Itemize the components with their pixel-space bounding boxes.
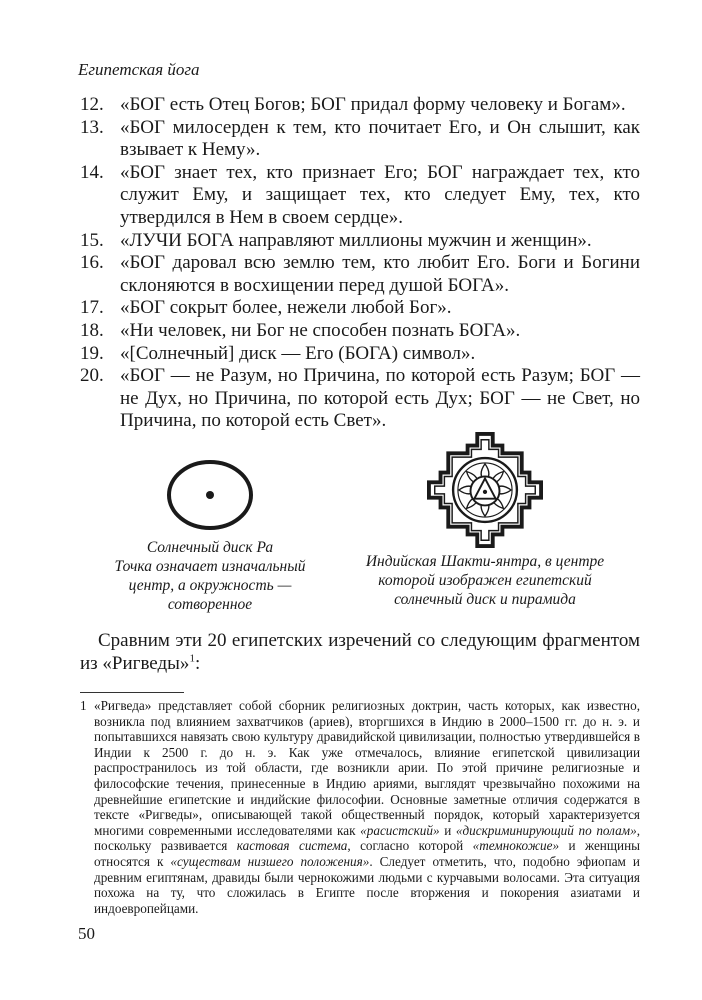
footnote-term: кастовая система xyxy=(236,838,348,854)
sun-disk-caption-title: Солнечный диск Ра xyxy=(146,539,274,556)
list-item xyxy=(80,94,640,117)
footnote-text: , поскольку развивается xyxy=(94,822,640,854)
sayings-list xyxy=(80,94,640,433)
list-item xyxy=(80,343,640,366)
sun-disk-caption-line: Точка означает изначальный xyxy=(114,558,306,575)
footnote-text: и xyxy=(439,822,456,838)
list-item xyxy=(80,117,640,162)
paragraph-tail: : xyxy=(194,652,201,674)
list-text: «Ни человек, ни Бог не способен познать БОГА». xyxy=(120,319,521,341)
sun-disk-figure xyxy=(100,458,320,614)
footnote-term: «темнокожие» xyxy=(472,838,560,854)
list-item xyxy=(80,162,640,230)
list-item xyxy=(80,230,640,253)
list-text: «БОГ милосерден к тем, кто почитает Его, и Он слышит, как взывает к Нему». xyxy=(120,116,640,161)
footnote-term: «расистский» xyxy=(360,822,440,838)
shakti-yantra-figure xyxy=(340,432,630,609)
list-number: 16. xyxy=(80,252,104,274)
list-number: 20. xyxy=(80,365,104,387)
footnote xyxy=(80,698,640,916)
list-text: «ЛУЧИ БОГА направляют миллионы мужчин и женщин». xyxy=(120,229,592,251)
list-number: 17. xyxy=(80,297,104,319)
yantra-caption-line: Индийская Шакти-янтра, в центре xyxy=(365,553,605,570)
list-number: 13. xyxy=(80,116,104,138)
list-number: 14. xyxy=(80,161,104,183)
footnote-term: «дискриминирующий по полам» xyxy=(455,822,637,838)
yantra-caption-line: которой изображен египетский xyxy=(378,572,592,589)
footnote-text: «Ригведа» представляет собой сборник религиозных доктрин, часть которых, как известно, возникла под влиянием захватчиков (ариев), вторгшихся в Индию в 2000–1500 гг. до н. э. и попытавшихся навязать свою культуру дравидийской цивилизации, полностью утвердившейся в Индии к 2500 г. до н. э. Как уже отмечалось, влияние египетской цивилизации распространилось из той области, где возникли арии. По этой причине религиозные и философские течения, принесенные в Индию ариями, выглядят чрезвычайно похожими на древнейшие египетские и индийские философии. Основные заметные отличия содержатся в тексте «Ригведы», описывающей такой общественный порядок, который характеризуется многими современными исследователями как xyxy=(94,698,640,838)
footnote-term: «существам низшего положения» xyxy=(170,853,370,869)
list-text: «БОГ есть Отец Богов; БОГ придал форму человеку и Богам». xyxy=(120,94,626,115)
sun-disk-caption-line: центр, а окружность — xyxy=(128,577,292,594)
list-text: «БОГ сокрыт более, нежели любой Бог». xyxy=(120,297,452,319)
list-text: «[Солнечный] диск — Его (БОГА) символ». xyxy=(120,342,476,364)
sun-disk-icon xyxy=(160,458,260,532)
list-number: 15. xyxy=(80,229,104,251)
footnote-number: 1 xyxy=(80,698,87,713)
list-text: «БОГ — не Разум, но Причина, по которой есть Разум; БОГ — не Дух, но Причина, по которой есть Дух; БОГ — не Свет, но Причина, по которой есть Свет». xyxy=(120,365,640,432)
list-item xyxy=(80,297,640,320)
list-item xyxy=(80,252,640,297)
footnote-body xyxy=(94,698,640,916)
list-number: 12. xyxy=(80,94,104,115)
yantra-caption-line: солнечный диск и пирамида xyxy=(394,591,576,608)
body-paragraph xyxy=(80,630,640,675)
list-item xyxy=(80,365,640,433)
page-number: 50 xyxy=(78,924,95,943)
footnote-divider xyxy=(80,692,184,693)
list-item xyxy=(80,320,640,343)
running-head: Египетская йога xyxy=(78,60,200,79)
list-text: «БОГ знает тех, кто признает Его; БОГ награждает тех, кто служит Ему, и защищает тех, кто следует Ему, тех, кто утвердился в Нем в своем сердце». xyxy=(120,161,640,228)
list-text: «БОГ даровал всю землю тем, кто любит Его. Боги и Богини склоняются в восхищении перед душой БОГА». xyxy=(120,252,640,296)
footnote-ref: 1 xyxy=(189,652,195,665)
yantra-icon xyxy=(427,432,543,548)
footnote-text: . Следует отметить, что, подобно эфиопам и древним египтянам, дравиды были чернокожими людьми с курчавыми волосами. Эта ситуация похожа на ту, что сложилась в Египте после вторжения и покорения азиатами и индоевропейцами. xyxy=(94,853,640,916)
list-number: 19. xyxy=(80,342,104,364)
list-number: 18. xyxy=(80,319,104,341)
paragraph-text: Сравним эти 20 египетских изречений со следующим фрагментом из «Ригведы» xyxy=(80,630,640,674)
footnote-text: и женщины относятся к xyxy=(94,838,640,869)
sun-disk-caption-line: сотворенное xyxy=(167,596,253,613)
footnote-text: , согласно которой xyxy=(347,838,473,854)
